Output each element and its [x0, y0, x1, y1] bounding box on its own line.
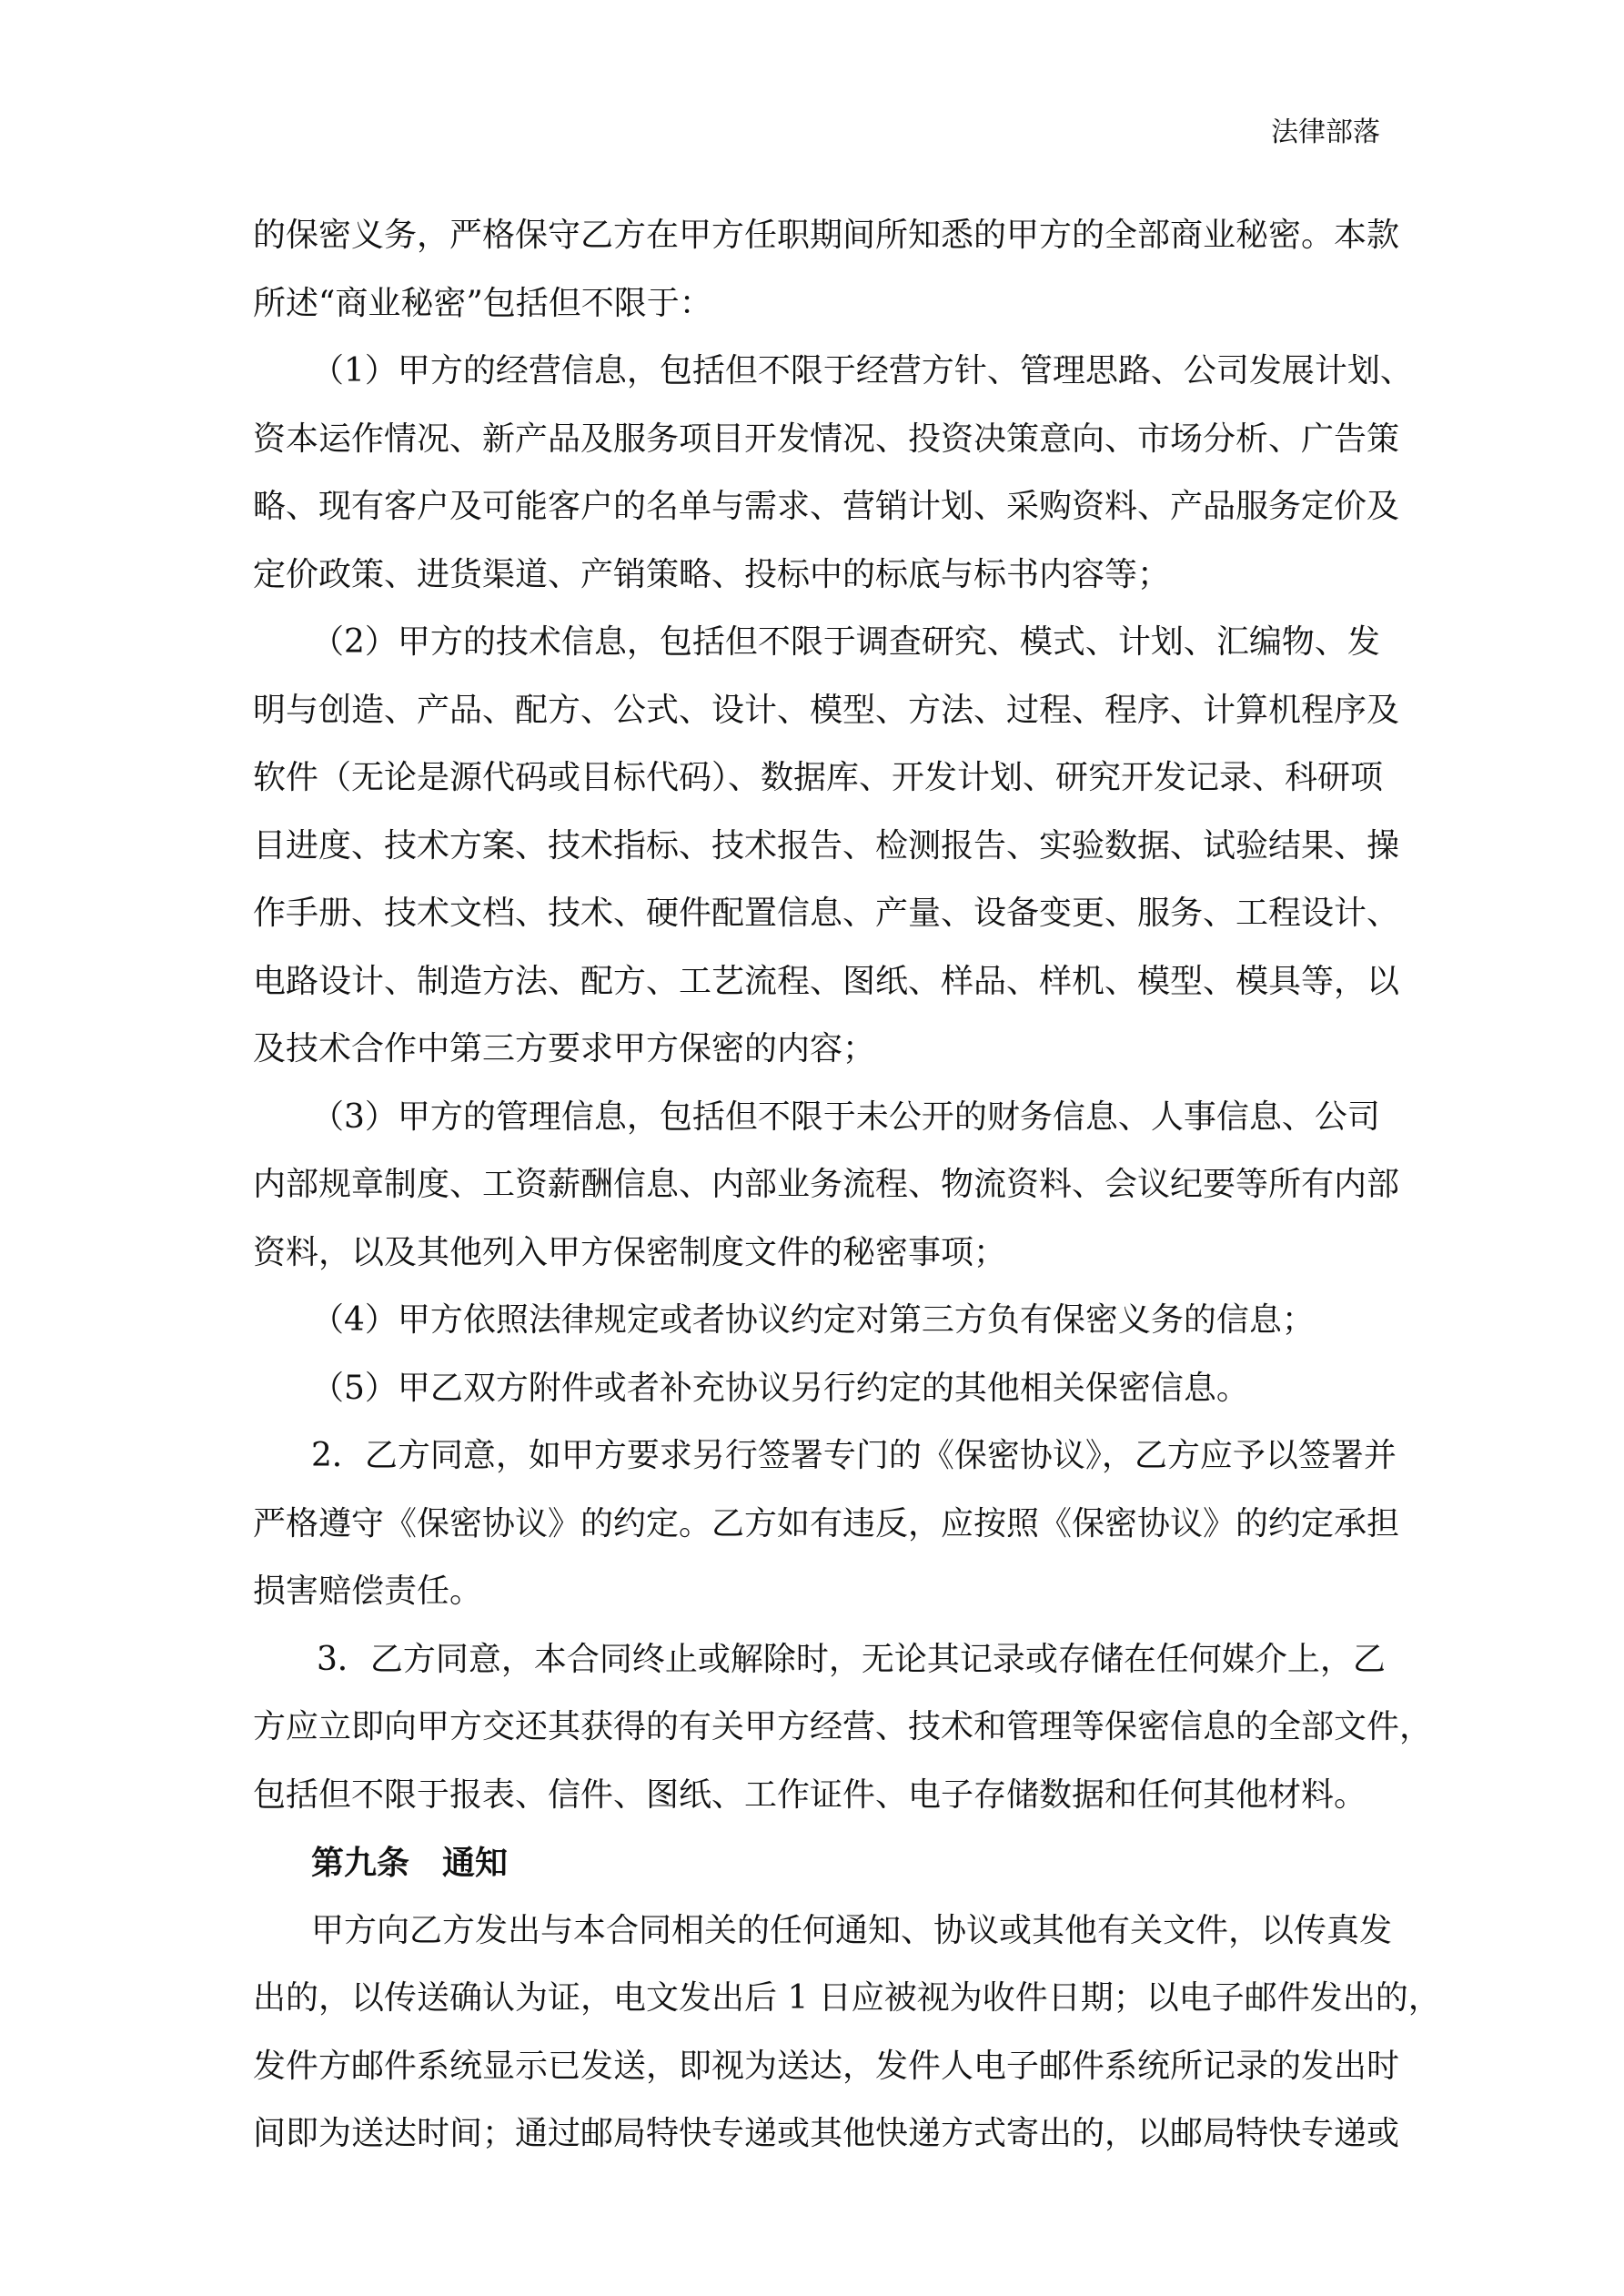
clause-line: 2．乙方同意，如甲方要求另行签署专门的《保密协议》，乙方应予以签署并 [311, 1437, 1397, 1474]
article-heading: 第九条 通知 [311, 1844, 509, 1882]
text-line: 内部规章制度、工资薪酬信息、内部业务流程、物流资料、会议纪要等所有内部 [253, 1166, 1400, 1203]
text-line: 目进度、技术方案、技术指标、技术报告、检测报告、实验数据、试验结果、操 [253, 826, 1400, 865]
text-line: 方应立即向甲方交还其获得的有关甲方经营、技术和管理等保密信息的全部文件， [253, 1708, 1433, 1745]
text-line: 作手册、技术文档、技术、硬件配置信息、产量、设备变更、服务、工程设计、 [253, 895, 1400, 932]
text-line: 资本运作情况、新产品及服务项目开发情况、投资决策意向、市场分析、广告策 [253, 420, 1400, 458]
text-line: 出的，以传送确认为证，电文发出后 1 日应被视为收件日期；以电子邮件发出的， [253, 1979, 1441, 2017]
text-line: 的保密义务，严格保守乙方在甲方任职期间所知悉的甲方的全部商业秘密。本款 [253, 217, 1400, 254]
text-line: 所述“商业秘密”包括但不限于： [253, 284, 712, 322]
text-line: 甲方向乙方发出与本合同相关的任何通知、协议或其他有关文件，以传真发 [311, 1911, 1393, 1949]
text-line: 资料，以及其他列入甲方保密制度文件的秘密事项； [253, 1233, 1007, 1271]
page-header: 法律部落 [1271, 116, 1380, 148]
list-item-line: （4）甲方依照法律规定或者协议约定对第三方负有保密义务的信息； [311, 1301, 1315, 1339]
text-line: 略、现有客户及可能客户的名单与需求、营销计划、采购资料、产品服务定价及 [253, 488, 1400, 525]
text-line: 间即为送达时间；通过邮局特快专递或其他快递方式寄出的，以邮局特快专递或 [253, 2115, 1400, 2152]
text-line: 损害赔偿责任。 [253, 1573, 483, 1610]
text-line: 定价政策、进货渠道、产销策略、投标中的标底与标书内容等； [253, 555, 1171, 593]
list-item-line: （3）甲方的管理信息，包括但不限于未公开的财务信息、人事信息、公司 [311, 1097, 1380, 1136]
list-item-line: （2）甲方的技术信息，包括但不限于调查研究、模式、计划、汇编物、发 [311, 623, 1380, 661]
list-item-line: （5）甲乙双方附件或者补充协议另行约定的其他相关保密信息。 [311, 1369, 1249, 1407]
document-body [253, 202, 1441, 2169]
text-line: 包括但不限于报表、信件、图纸、工作证件、电子存储数据和任何其他材料。 [253, 1775, 1367, 1814]
text-line: 明与创造、产品、配方、公式、设计、模型、方法、过程、程序、计算机程序及 [253, 691, 1400, 729]
text-line: 严格遵守《保密协议》的约定。乙方如有违反，应按照《保密协议》的约定承担 [253, 1504, 1400, 1542]
list-item-line: （1）甲方的经营信息，包括但不限于经营方针、管理思路、公司发展计划、 [311, 352, 1413, 389]
text-line: 软件（无论是源代码或目标代码）、数据库、开发计划、研究开发记录、科研项 [253, 759, 1384, 796]
clause-line: 3．乙方同意，本合同终止或解除时，无论其记录或存储在任何媒介上，乙 [317, 1640, 1386, 1678]
text-line: 电路设计、制造方法、配方、工艺流程、图纸、样品、样机、模型、模具等，以 [253, 962, 1400, 1000]
text-line: 及技术合作中第三方要求甲方保密的内容； [253, 1030, 876, 1067]
text-line: 发件方邮件系统显示已发送，即视为送达，发件人电子邮件系统所记录的发出时 [253, 2047, 1400, 2085]
